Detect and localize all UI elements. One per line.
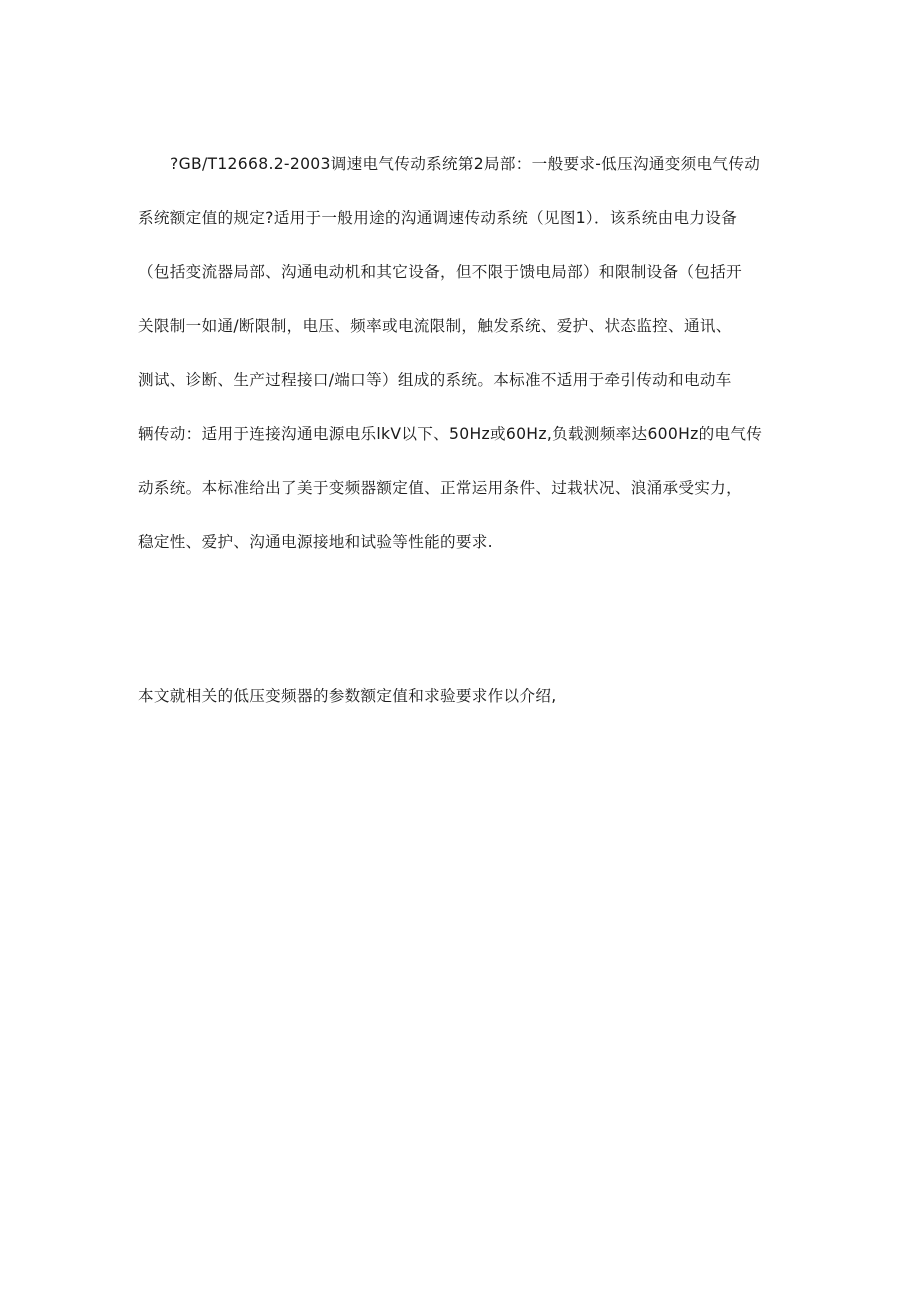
paragraph-line: 辆传动：适用于连接沟通电源电乐lkV以下、50Hz或60Hz,负载测频率达600Hz的电气传 [138,425,763,443]
paragraph-line: 本文就相关的低压变频器的参数额定值和求验要求作以介绍, [138,687,557,705]
paragraph-line: 动系统。本标准给出了美于变频器额定值、正常运用条件、过栽状况、浪涌承受实力， [138,479,742,497]
paragraph-line: ?GB/T12668.2-2003调速电气传动系统第2局部：一般要求-低压沟通变须电气传动 [170,155,761,173]
summary-paragraph [138,680,784,734]
paragraph-line: （包括变流器局部、沟通电动机和其它设备，但不限于馈电局部）和限制设备（包括开 [138,263,742,281]
intro-paragraph [138,148,784,580]
paragraph-line: 测试、诊断、生产过程接口/端口等）组成的系统。本标准不适用于牵引传动和电动车 [138,371,732,389]
paragraph-line: 关限制一如通/断限制，电压、频率或电流限制，触发系统、爱护、状态监控、通讯、 [138,317,732,335]
paragraph-line: 系统额定值的规定?适用于一般用途的沟通调速传动系统（见图1）．该系统由电力设备 [138,209,738,227]
paragraph-line: 稳定性、爱护、沟通电源接地和试验等性能的要求. [138,533,493,551]
